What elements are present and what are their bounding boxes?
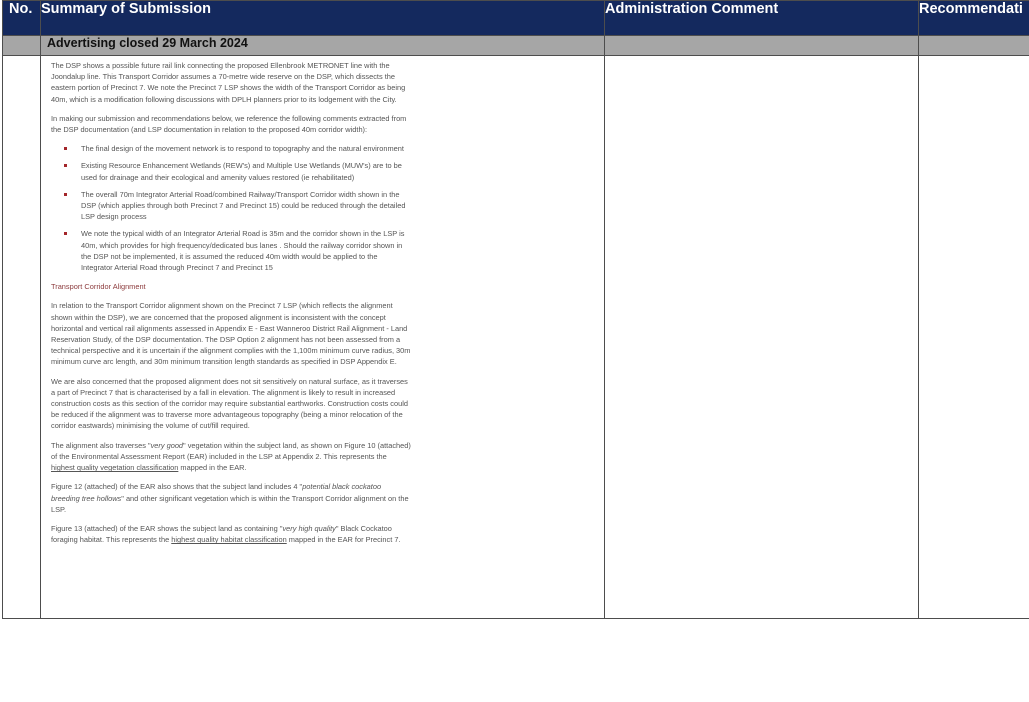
section-title: Advertising closed 29 March 2024 bbox=[41, 36, 605, 56]
text-run-italic: very high quality bbox=[282, 523, 336, 533]
list-item-text: We note the typical width of an Integrator Arterial Road is 35m and the corridor shown in the LSP is 40m, which provides for high frequency/dedicated bus lanes . Should the railway corridor shown in the DSP not be implemented, it is assumed the reduced 40m width would be applied to the Integrator Arterial Road through Precinct 7 and Precinct 15 bbox=[81, 229, 405, 273]
cell-summary bbox=[41, 56, 605, 619]
paragraph-alignment: In relation to the Transport Corridor alignment shown on the Precinct 7 LSP (which reflects the alignment shown within the DSP), we are concerned that the proposed alignment is inconsistent with the concept horizontal and vertical rail alignments assessed in Appendix E - East Wanneroo District Rail Alignment - Land Reservation Study, of the DSP documentation. The DSP Option 2 alignment has not been assessed from a technical perspective and it is uncertain if the alignment complies with the 1,100m minimum curve radius, 30m minimum curve arc length, and 30m minimum transition length standards as specified in DSP Appendix E. bbox=[51, 301, 411, 367]
text-run-underlined: highest quality vegetation classification bbox=[51, 463, 179, 473]
text-run: " Black Cockatoo foraging habitat. This represents the bbox=[51, 523, 392, 545]
text-run-italic: very good bbox=[150, 440, 184, 450]
submissions-table bbox=[2, 0, 1029, 619]
submission-text bbox=[41, 56, 411, 545]
table-row bbox=[3, 56, 1029, 619]
list-item bbox=[81, 143, 411, 154]
square-bullet-icon bbox=[64, 193, 67, 196]
section-cell-no bbox=[3, 36, 41, 56]
column-header-summary: Summary of Submission bbox=[41, 1, 605, 36]
list-item bbox=[81, 189, 411, 223]
column-header-admin-comment: Administration Comment bbox=[605, 1, 919, 36]
section-heading: Transport Corridor Alignment bbox=[51, 282, 146, 292]
square-bullet-icon bbox=[64, 147, 67, 150]
list-item bbox=[81, 228, 411, 273]
paragraph-elevation: We are also concerned that the proposed alignment does not sit sensitively on natural surface, as it traverses a part of Precinct 7 that is characterised by a fall in elevation. The alignment is likely to result in increased construction costs as this section of the corridor may require substantial earthworks. Construction costs could be reduced if the alignment was to traverse more advantageous topography (being a minor relocation of the corridor eastwards) minimising the volume of cut/fill required. bbox=[51, 376, 408, 431]
square-bullet-icon bbox=[64, 164, 67, 167]
column-header-recommendation: Recommendati bbox=[919, 1, 1029, 36]
square-bullet-icon bbox=[64, 232, 67, 235]
section-cell-recommendation bbox=[919, 36, 1029, 56]
header-row bbox=[3, 1, 1029, 36]
cell-no bbox=[3, 56, 41, 619]
paragraph-habitat bbox=[51, 523, 411, 545]
cell-admin-comment bbox=[605, 56, 919, 619]
paragraph-hollows bbox=[51, 481, 411, 515]
section-cell-admin bbox=[605, 36, 919, 56]
text-run-italic: potential black cockatoo breeding tree hollows bbox=[51, 482, 382, 503]
paragraph-intro: The DSP shows a possible future rail link connecting the proposed Ellenbrook METRONET line with the Joondalup line. This Transport Corridor assumes a 70-metre wide reserve on the DSP, which dissects the eastern portion of Precinct 7. We note the Precinct 7 LSP shows the width of the Transport Corridor as being 40m, which is a modification following discussions with DPLH planners prior to its lodgement with the City. bbox=[51, 61, 406, 104]
list-item-text: The final design of the movement network is to respond to topography and the natural environment bbox=[81, 144, 404, 154]
text-run: Figure 12 (attached) of the EAR also shows that the subject land includes 4 " bbox=[51, 482, 303, 492]
paragraph-vegetation bbox=[51, 440, 411, 474]
text-run: mapped in the EAR. bbox=[178, 463, 247, 473]
paragraph-reference: In making our submission and recommendations below, we reference the following comments extracted from the DSP documentation (and LSP documentation in relation to the proposed 40m corridor width): bbox=[51, 113, 407, 135]
text-run: " and other significant vegetation which is within the Transport Corridor alignment on the LSP. bbox=[51, 493, 409, 514]
text-run: Figure 13 (attached) of the EAR shows the subject land as containing " bbox=[51, 523, 283, 533]
column-header-no: No. bbox=[3, 1, 41, 36]
cell-recommendation bbox=[919, 56, 1029, 619]
list-item-text: Existing Resource Enhancement Wetlands (REW's) and Multiple Use Wetlands (MUW's) are to be used for drainage and their ecological and amenity values restored (ie rehabilitated) bbox=[81, 161, 402, 182]
list-item bbox=[81, 160, 411, 182]
bullet-list bbox=[51, 143, 411, 273]
section-row bbox=[3, 36, 1029, 56]
list-item-text: The overall 70m Integrator Arterial Road/combined Railway/Transport Corridor width shown in the DSP (which applies through both Precinct 7 and Precinct 15) could be reduced through the detailed LSP design process bbox=[81, 189, 406, 222]
text-run: " vegetation within the subject land, as shown on Figure 10 (attached) of the Environmental Assessment Report (EAR) included in the LSP at Appendix 2. This represents the bbox=[51, 440, 411, 461]
text-run: mapped in the EAR for Precinct 7. bbox=[286, 535, 401, 545]
text-run-underlined: highest quality habitat classification bbox=[171, 535, 287, 545]
text-run: The alignment also traverses " bbox=[51, 440, 151, 450]
